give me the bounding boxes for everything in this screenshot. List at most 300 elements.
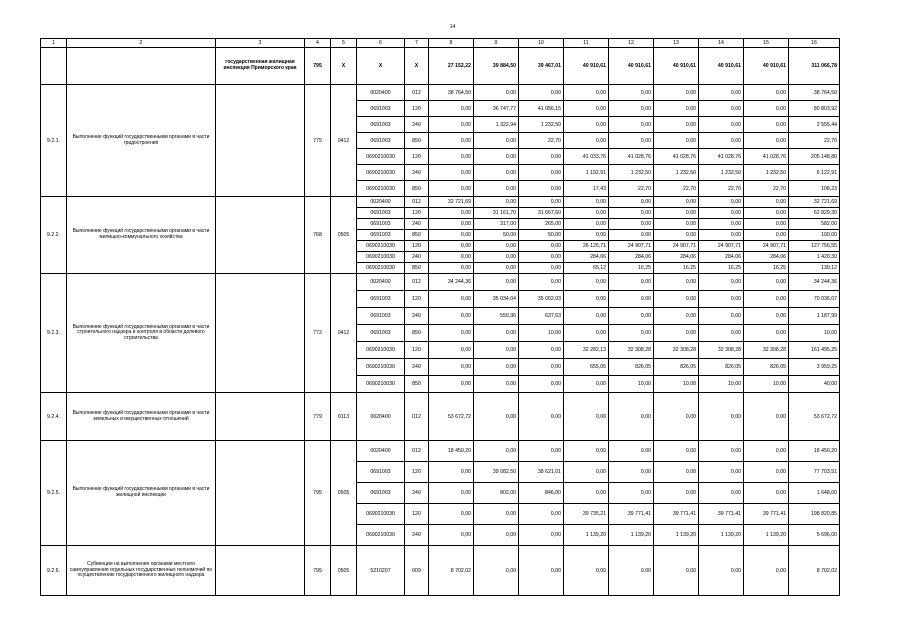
value-cell: 0,00 [654,101,699,117]
value-cell: 0,00 [564,393,609,441]
value-cell: 34 244,36 [789,274,840,291]
column-number: 1 [41,39,67,48]
org-cell [216,441,305,546]
value-cell: 27 152,22 [429,48,474,85]
value-cell: 317,00 [474,219,519,230]
value-cell: 0,00 [519,197,564,208]
col7-cell: 120 [405,208,429,219]
value-cell: 0,00 [654,219,699,230]
col6-cell: 0691003 [357,133,405,149]
column-number: 6 [357,39,405,48]
col6-cell: 0691003 [357,219,405,230]
value-cell: 0,00 [429,483,474,504]
col6-cell: X [357,48,405,85]
value-cell: 0,00 [564,197,609,208]
value-cell: 826,05 [744,359,789,376]
value-cell: 284,06 [699,252,744,263]
value-cell: 0,00 [429,219,474,230]
col7-cell: 120 [405,149,429,165]
value-cell: 265,00 [519,219,564,230]
value-cell: 0,00 [474,325,519,342]
col7-cell: 850 [405,230,429,241]
value-cell: 582,00 [789,219,840,230]
value-cell: 0,00 [744,291,789,308]
org-name: государственная жилищная инспекция Приморского края [216,48,305,85]
value-cell: 36 747,77 [474,101,519,117]
value-cell: 41 056,15 [519,101,564,117]
value-cell: 0,00 [429,525,474,546]
value-cell: 0,00 [429,308,474,325]
item-id: 9.2.5. [41,441,67,546]
value-cell: 0,00 [609,219,654,230]
value-cell: 0,00 [609,393,654,441]
col6-cell: 0691003 [357,462,405,483]
value-cell: 0,00 [564,308,609,325]
value-cell: 0,00 [474,241,519,252]
value-cell: 40 910,61 [564,48,609,85]
value-cell: 16,25 [744,263,789,274]
value-cell: 826,05 [699,359,744,376]
col5-cell: 0505 [331,197,357,274]
value-cell: 0,00 [429,101,474,117]
value-cell: 0,00 [744,483,789,504]
col6-cell: 0690210030 [357,376,405,393]
value-cell: 0,00 [474,525,519,546]
value-cell: 34 244,36 [429,274,474,291]
col7-cell: 850 [405,325,429,342]
value-cell: 0,00 [699,441,744,462]
value-cell: 0,00 [654,325,699,342]
value-cell: 0,00 [429,241,474,252]
value-cell: 0,00 [609,208,654,219]
table-row [41,274,840,291]
col7-cell: 850 [405,181,429,197]
value-cell: 0,00 [609,197,654,208]
value-cell: 39 884,50 [474,48,519,85]
col4-cell: 775 [305,85,331,197]
value-cell: 0,00 [564,376,609,393]
value-cell: 0,00 [474,263,519,274]
value-cell: 50,00 [519,230,564,241]
value-cell: 24 907,71 [744,241,789,252]
value-cell: 130,12 [789,263,840,274]
value-cell: 0,00 [429,252,474,263]
value-cell: 16,25 [609,263,654,274]
value-cell: 39 771,41 [654,504,699,525]
col6-cell: 0691003 [357,208,405,219]
col6-cell: 0020400 [357,85,405,101]
col4-cell: 768 [305,197,331,274]
item-id: 9.2.4. [41,393,67,441]
value-cell: 0,00 [429,504,474,525]
value-cell: 5 696,00 [789,525,840,546]
value-cell: 0,00 [474,376,519,393]
value-cell: 846,00 [519,483,564,504]
value-cell: 0,00 [474,342,519,359]
value-cell: 0,00 [474,149,519,165]
col7-cell: 240 [405,525,429,546]
value-cell: 0,00 [519,252,564,263]
value-cell: 0,00 [744,441,789,462]
page-number: 14 [449,24,456,30]
value-cell: 53 672,72 [429,393,474,441]
value-cell: 39 735,21 [564,504,609,525]
value-cell: 0,00 [744,197,789,208]
value-cell: 0,00 [699,462,744,483]
value-cell: 0,00 [564,325,609,342]
col5-cell: 0113 [331,393,357,441]
col7-cell: 240 [405,359,429,376]
value-cell: 0,00 [564,230,609,241]
value-cell: 39 771,41 [699,504,744,525]
value-cell: 198 820,85 [789,504,840,525]
value-cell: 0,00 [519,376,564,393]
value-cell: 0,00 [699,483,744,504]
col5-cell: 0505 [331,441,357,546]
value-cell: 0,00 [744,85,789,101]
value-cell: 0,00 [744,219,789,230]
header-row [41,39,840,48]
value-cell: 65,12 [564,263,609,274]
value-cell: 0,00 [429,230,474,241]
value-cell: 0,00 [609,483,654,504]
value-cell: 22,70 [609,181,654,197]
value-cell: 0,00 [699,291,744,308]
value-cell: 0,00 [519,85,564,101]
value-cell: 31 161,70 [474,208,519,219]
value-cell: 0,00 [564,441,609,462]
col7-cell: 120 [405,462,429,483]
value-cell: 0,00 [699,117,744,133]
value-cell: 0,00 [609,325,654,342]
value-cell: 0,00 [564,133,609,149]
column-number: 11 [564,39,609,48]
value-cell: 8 702,02 [789,546,840,596]
value-cell: 22,70 [789,133,840,149]
col6-cell: 0691003 [357,483,405,504]
value-cell: 0,00 [699,546,744,596]
column-number: 10 [519,39,564,48]
org-cell [216,197,305,274]
value-cell: 0,00 [474,393,519,441]
value-cell: 0,00 [744,462,789,483]
value-cell: 10,00 [789,325,840,342]
value-cell: 10,00 [744,376,789,393]
item-name: Выполнение функций государственными органами в части земельных и имущественных отношений [67,393,216,441]
value-cell: 1 420,30 [789,252,840,263]
item-name: Выполнение функций государственными органами в части жилищно-коммунального хозяйства [67,197,216,274]
value-cell: 26 125,71 [564,241,609,252]
col7-cell: 012 [405,393,429,441]
value-cell: 39 771,41 [609,504,654,525]
value-cell: 0,00 [654,197,699,208]
total-row [41,48,840,85]
value-cell: 0,00 [744,308,789,325]
value-cell: 32 308,28 [654,342,699,359]
column-number: 2 [67,39,216,48]
value-cell: 0,00 [519,441,564,462]
value-cell: 0,00 [519,393,564,441]
column-number: 4 [305,39,331,48]
value-cell: 0,00 [609,274,654,291]
value-cell: 1 192,91 [564,165,609,181]
value-cell: 1 648,00 [789,483,840,504]
col7-cell: 240 [405,252,429,263]
value-cell: 0,00 [519,274,564,291]
item-name: Выполнение функций государственными органами в части градостроения [67,85,216,197]
value-cell: 0,00 [429,462,474,483]
table-row [41,441,840,462]
value-cell: 1 232,50 [699,165,744,181]
value-cell: 41 028,76 [609,149,654,165]
value-cell: 32 308,28 [744,342,789,359]
col6-cell: 0691003 [357,230,405,241]
value-cell: 31 667,60 [519,208,564,219]
column-number: 3 [216,39,305,48]
value-cell: 0,00 [744,133,789,149]
value-cell: 0,00 [519,165,564,181]
col6-cell: 0690210030 [357,252,405,263]
value-cell: 0,00 [654,308,699,325]
value-cell: 22,70 [699,181,744,197]
value-cell: 0,00 [564,101,609,117]
item-id: 9.2.6. [41,546,67,596]
col4-cell: 795 [305,441,331,546]
value-cell: 0,00 [429,359,474,376]
col7-cell: X [405,48,429,85]
value-cell: 0,00 [429,133,474,149]
column-number: 7 [405,39,429,48]
value-cell: 0,00 [744,117,789,133]
value-cell: 0,00 [699,308,744,325]
value-cell: 826,05 [654,359,699,376]
col4-cell: 795 [305,546,331,596]
value-cell: 0,00 [609,101,654,117]
value-cell: 0,00 [564,291,609,308]
value-cell: 0,00 [654,291,699,308]
value-cell: 18 450,20 [789,441,840,462]
value-cell: 39 467,01 [519,48,564,85]
col6-cell: 0691003 [357,325,405,342]
item-name: Субвенции на выполнение органами местного самоуправления отдельных государственных полномочий по осуществлению государственного жилищного надзора [67,546,216,596]
value-cell: 550,36 [474,308,519,325]
value-cell: 0,00 [474,546,519,596]
value-cell: 0,00 [474,197,519,208]
value-cell: 40 910,61 [699,48,744,85]
col7-cell: 120 [405,342,429,359]
value-cell: 0,00 [564,274,609,291]
value-cell: 0,00 [429,208,474,219]
value-cell: 0,00 [654,483,699,504]
value-cell: 0,00 [744,230,789,241]
column-number: 15 [744,39,789,48]
col6-cell: 0690210030 [357,504,405,525]
value-cell: 41 028,76 [744,149,789,165]
row-name-cell [67,48,216,85]
value-cell: 0,00 [699,325,744,342]
value-cell: 41 028,76 [654,149,699,165]
value-cell: 32 282,13 [564,342,609,359]
value-cell: 0,00 [609,230,654,241]
value-cell: 39 082,50 [474,462,519,483]
value-cell: 0,00 [474,504,519,525]
col6-cell: 0690210030 [357,241,405,252]
budget-table [40,38,840,596]
value-cell: 17,43 [564,181,609,197]
value-cell: 1 139,20 [654,525,699,546]
col6-cell: 0690210030 [357,165,405,181]
value-cell: 6 122,91 [789,165,840,181]
value-cell: 0,00 [699,85,744,101]
org-cell [216,85,305,197]
value-cell: 1 187,99 [789,308,840,325]
col6-cell: 0020400 [357,274,405,291]
col6-cell: 0690210030 [357,149,405,165]
col7-cell: 012 [405,274,429,291]
column-number: 16 [789,39,840,48]
table-row [41,393,840,441]
value-cell: 70 036,07 [789,291,840,308]
value-cell: 0,00 [564,85,609,101]
value-cell: 18 450,20 [429,441,474,462]
value-cell: 0,00 [654,117,699,133]
value-cell: 0,00 [429,376,474,393]
value-cell: 100,00 [789,230,840,241]
value-cell: 3 959,25 [789,359,840,376]
value-cell: 1 139,20 [609,525,654,546]
value-cell: 32 308,28 [699,342,744,359]
row-id-cell [41,48,67,85]
value-cell: 655,05 [564,359,609,376]
value-cell: 0,00 [474,274,519,291]
item-name: Выполнение функций государственными органами в части строительного надзора и контроля в области долевого строительства [67,274,216,393]
value-cell: 0,00 [519,525,564,546]
value-cell: 0,00 [474,252,519,263]
value-cell: 0,00 [519,181,564,197]
col6-cell: 0691003 [357,117,405,133]
col7-cell: 012 [405,197,429,208]
value-cell: 0,00 [519,546,564,596]
col4-cell: 779 [305,393,331,441]
value-cell: 40,00 [789,376,840,393]
value-cell: 0,00 [609,291,654,308]
col7-cell: 240 [405,165,429,181]
value-cell: 0,00 [744,325,789,342]
value-cell: 0,00 [699,274,744,291]
value-cell: 0,00 [744,393,789,441]
value-cell: 0,00 [474,181,519,197]
col7-cell: 012 [405,441,429,462]
value-cell: 0,00 [564,219,609,230]
value-cell: 16,25 [654,263,699,274]
value-cell: 0,00 [654,230,699,241]
value-cell: 0,00 [609,546,654,596]
value-cell: 0,00 [519,342,564,359]
value-cell: 0,00 [654,208,699,219]
col7-cell: 120 [405,504,429,525]
value-cell: 32 308,28 [609,342,654,359]
col7-cell: 012 [405,85,429,101]
value-cell: 32 721,69 [429,197,474,208]
value-cell: 0,00 [609,308,654,325]
value-cell: 35 002,03 [519,291,564,308]
org-cell [216,393,305,441]
col6-cell: 0690210030 [357,525,405,546]
col6-cell: 0691003 [357,308,405,325]
col6-cell: 5210207 [357,546,405,596]
value-cell: 39 771,41 [744,504,789,525]
value-cell: 0,00 [429,325,474,342]
value-cell: 0,00 [564,208,609,219]
value-cell: 0,00 [699,101,744,117]
col6-cell: 0020400 [357,197,405,208]
value-cell: 10,00 [699,376,744,393]
value-cell: 826,05 [609,359,654,376]
col7-cell: 009 [405,546,429,596]
value-cell: 0,00 [429,263,474,274]
value-cell: 22,70 [519,133,564,149]
value-cell: 0,00 [519,241,564,252]
value-cell: 24 907,71 [654,241,699,252]
column-number: 8 [429,39,474,48]
value-cell: 40 910,61 [609,48,654,85]
value-cell: 0,00 [654,393,699,441]
col7-cell: 120 [405,241,429,252]
value-cell: 22,70 [744,181,789,197]
value-cell: 38 621,01 [519,462,564,483]
value-cell: 50,00 [474,230,519,241]
table-row [41,85,840,101]
value-cell: 0,00 [429,181,474,197]
value-cell: 10,00 [519,325,564,342]
col7-cell: 240 [405,117,429,133]
value-cell: 35 034,04 [474,291,519,308]
value-cell: 24 907,71 [609,241,654,252]
col7-cell: 120 [405,101,429,117]
value-cell: 0,00 [519,149,564,165]
column-number: 12 [609,39,654,48]
value-cell: 24 907,71 [699,241,744,252]
column-number: 5 [331,39,357,48]
value-cell: 0,00 [699,208,744,219]
value-cell: 1 139,20 [744,525,789,546]
value-cell: 32 721,69 [789,197,840,208]
col5-cell: 0412 [331,274,357,393]
value-cell: 0,00 [699,393,744,441]
value-cell: 2 555,44 [789,117,840,133]
value-cell: 0,00 [654,441,699,462]
item-id: 9.2.1. [41,85,67,197]
value-cell: 40 910,61 [744,48,789,85]
value-cell: 0,00 [429,291,474,308]
value-cell: 1 139,20 [564,525,609,546]
value-cell: 637,63 [519,308,564,325]
value-cell: 0,00 [699,197,744,208]
value-cell: 0,00 [474,359,519,376]
col5-cell: 0505 [331,546,357,596]
value-cell: 0,00 [519,359,564,376]
col5-cell: 0412 [331,85,357,197]
value-cell: 10,00 [654,376,699,393]
value-cell: 8 702,02 [429,546,474,596]
value-cell: 53 672,72 [789,393,840,441]
col7-cell: 850 [405,133,429,149]
value-cell: 0,00 [699,133,744,149]
col4-cell: 772 [305,274,331,393]
col5-cell: X [331,48,357,85]
value-cell: 41 033,76 [564,149,609,165]
value-cell: 205 148,80 [789,149,840,165]
